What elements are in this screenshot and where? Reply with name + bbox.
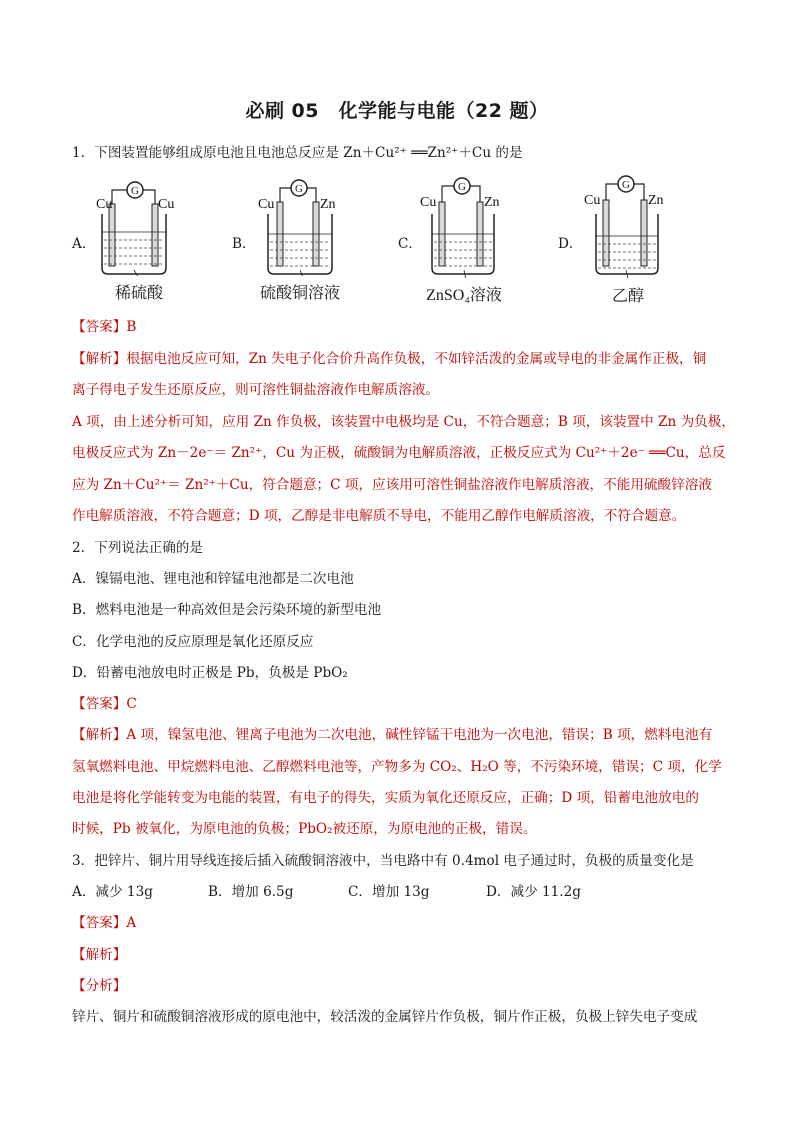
q1-answer <box>72 317 732 337</box>
q3-answer <box>72 913 732 933</box>
q1-detail-line-2: 电极反应式为 Zn－2e⁻＝ Zn²⁺，Cu 为正极，硫酸铜为电解质溶液，正极反应式为 Cu²⁺＋2e⁻ ══Cu，总反 <box>72 445 726 461</box>
question-3-stem: 3．把锌片、铜片用导线连接后插入硫酸铜溶液中，当电路中有 0.4mol 电子通过时，负极的质量变化是 <box>72 853 694 869</box>
electrode-left-label: Cu <box>258 197 275 212</box>
analysis-label: 【解析】 <box>72 727 127 743</box>
answer-label: 【答案】 <box>72 319 127 335</box>
galvanometer-icon <box>127 182 143 198</box>
apparatus-d <box>582 172 682 278</box>
q2-analysis-line-4: 时候，Pb 被氧化，为原电池的负极；PbO₂被还原，为原电池的正极，错误。 <box>72 821 537 837</box>
electrode-left-label: Cu <box>420 195 437 210</box>
q2-analysis-line-3: 电池是将化学能转变为电能的装置，有电子的得失，实质为氧化还原反应，正确；D 项，铅蓄电池放电的 <box>72 790 699 806</box>
q3-analysis-label: 【解析】 <box>72 947 127 963</box>
page-title: 必刷 05 化学能与电能（22 题） <box>245 100 549 122</box>
apparatus-c <box>418 174 518 278</box>
meter-label: G <box>622 179 630 191</box>
answer-value: B <box>126 319 137 335</box>
q2-analysis-line-1: 【解析】A 项，镍氢电池、锂离子电池为二次电池，碱性锌锰干电池为一次电池，错误；B 项，燃料电池有 <box>72 727 713 743</box>
q2-answer <box>72 694 732 714</box>
option-d-letter: D． <box>558 236 583 252</box>
meter-label: G <box>458 181 466 193</box>
analysis-label: 【解析】 <box>72 351 127 367</box>
galvanometer-icon <box>618 176 634 192</box>
electrode-left-label: Cu <box>584 193 601 208</box>
q1-detail-line-3: 应为 Zn＋Cu²⁺＝ Zn²⁺＋Cu，符合题意；C 项，应该用可溶性铜盐溶液作电解质溶液，不能用硫酸锌溶液 <box>72 477 712 493</box>
answer-label: 【答案】 <box>72 696 127 712</box>
meter-label: G <box>295 183 303 195</box>
q2-option-a: A．镍镉电池、锂电池和锌锰电池都是二次电池 <box>72 571 354 587</box>
meter-label: G <box>131 185 139 197</box>
q3-fenxi-text: 锌片、铜片和硫酸铜溶液形成的原电池中，较活泼的金属锌片作负极，铜片作正极，负极上锌失电子变成 <box>72 1009 698 1025</box>
galvanometer-icon <box>454 178 470 194</box>
option-b-letter: B． <box>232 236 256 252</box>
apparatus-b <box>256 176 356 276</box>
q2-option-b: B．燃料电池是一种高效但是会污染环境的新型电池 <box>72 602 382 618</box>
option-a-caption: 稀硫酸 <box>114 285 163 302</box>
q2-option-d: D．铅蓄电池放电时正极是 Pb，负极是 PbO₂ <box>72 665 348 681</box>
apparatus-a <box>92 176 192 276</box>
q3-option-b: B．增加 6.5g <box>208 884 294 900</box>
q3-option-d: D．减少 11.2g <box>486 884 581 900</box>
option-c-letter: C． <box>398 236 422 252</box>
option-a-letter: A． <box>72 236 96 252</box>
q3-option-a: A．减少 13g <box>72 884 153 900</box>
electrode-right-label: Cu <box>158 197 175 212</box>
answer-value: C <box>126 696 137 712</box>
option-c-caption: ZnSO₄溶液 <box>426 287 502 304</box>
q2-analysis-line-2: 氢氧燃料电池、甲烷燃料电池、乙醇燃料电池等，产物多为 CO₂、H₂O 等，不污染环境，错误；C 项，化学 <box>72 759 722 775</box>
electrode-left-label: Cu <box>96 197 113 212</box>
answer-label: 【答案】 <box>72 915 127 931</box>
option-b-caption: 硫酸铜溶液 <box>259 285 340 302</box>
q1-detail-line-1: A 项，由上述分析可知，应用 Zn 作负极，该装置中电极均是 Cu，不符合题意；B 项，该装置中 Zn 为负极， <box>72 414 735 430</box>
q1-analysis-line-2: 离子得电子发生还原反应，则可溶性铜盐溶液作电解质溶液。 <box>72 382 440 398</box>
electrode-right-label: Zn <box>484 195 500 210</box>
q3-option-c: C．增加 13g <box>348 884 430 900</box>
option-d-caption: 乙醇 <box>611 288 644 305</box>
q3-fenxi-label: 【分析】 <box>72 978 127 994</box>
galvanometer-icon <box>291 180 307 196</box>
q2-option-c: C．化学电池的反应原理是氧化还原反应 <box>72 634 314 650</box>
electrode-right-label: Zn <box>648 193 664 208</box>
q1-analysis-line-1: 【解析】根据电池反应可知，Zn 失电子化合价升高作负极，不如锌活泼的金属或导电的非金属作正极，铜 <box>72 351 707 367</box>
electrode-right-label: Zn <box>320 197 336 212</box>
question-1-stem: 1．下图装置能够组成原电池且电池总反应是 Zn＋Cu²⁺ ══Zn²⁺＋Cu 的是 <box>72 145 523 161</box>
answer-value: A <box>126 915 137 931</box>
q1-detail-line-4: 作电解质溶液，不符合题意；D 项，乙醇是非电解质不导电，不能用乙醇作电解质溶液，不符合题意。 <box>72 508 686 524</box>
question-2-stem: 2．下列说法正确的是 <box>72 540 203 556</box>
